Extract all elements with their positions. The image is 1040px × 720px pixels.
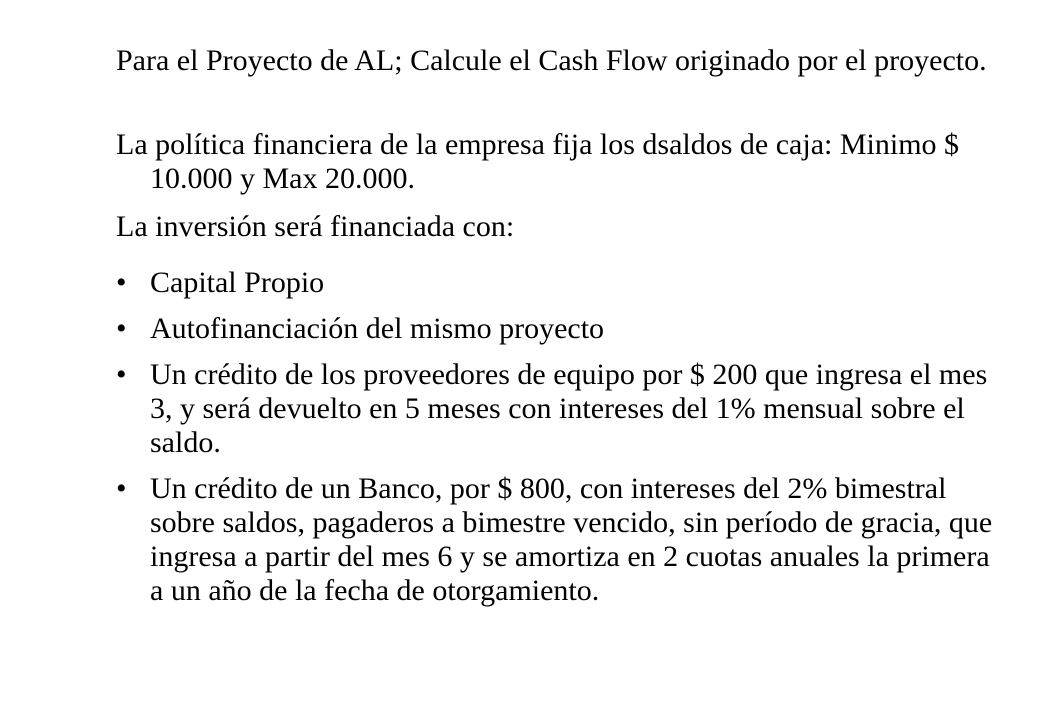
bullet-icon: • (116, 312, 127, 345)
list-item-text: Capital Propio (150, 266, 325, 299)
list-item (116, 266, 1006, 300)
paragraph-financial-policy: La política financiera de la empresa fija los dsaldos de caja: Minimo $ 10.000 y Max 20.000. (116, 128, 960, 195)
list-item-text: Un crédito de un Banco, por $ 800, con intereses del 2% bimestral sobre saldos, pagaderos a bimestre vencido, sin período de gracia, que ingresa a partir del mes 6 y se amortiza en 2 cuotas anuales la primera a un año de la fecha de otorgamiento. (150, 472, 993, 607)
list-item-text: Un crédito de los proveedores de equipo por $ 200 que ingresa el mes 3, y será devuelto en 5 meses con intereses del 1% mensual sobre el saldo. (150, 358, 988, 459)
paragraph-cash-flow: Para el Proyecto de AL; Calcule el Cash Flow originado por el proyecto. (116, 44, 987, 77)
bullet-icon: • (116, 266, 127, 299)
list-item-text: Autofinanciación del mismo proyecto (150, 312, 605, 345)
financing-sources-list (116, 266, 1006, 620)
bullet-icon: • (116, 472, 127, 505)
list-item (116, 358, 1006, 460)
list-item (116, 312, 1006, 346)
list-item (116, 472, 1006, 608)
bullet-icon: • (116, 358, 127, 391)
paragraph-financing-intro: La inversión será financiada con: (116, 210, 515, 243)
